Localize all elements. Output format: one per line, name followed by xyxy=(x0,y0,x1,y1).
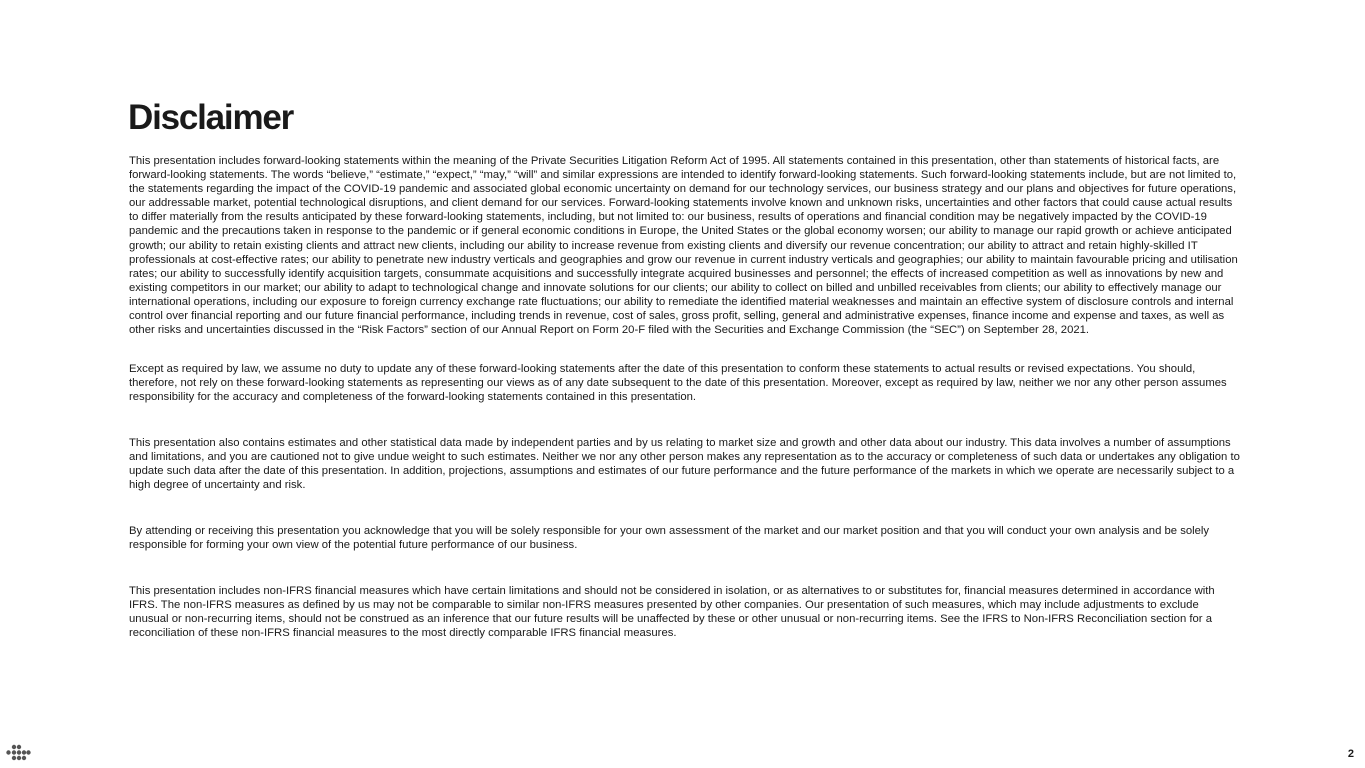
no-duty-to-update-paragraph: Except as required by law, we assume no duty to update any of these forward-looking statements after the date of this presentation to conform these statements to actual results or revised expectations. You should, therefore, not rely on these forward-looking statements as representing our views as of any date subsequent to the date of this presentation. Moreover, except as required by law, neither we nor any other person assumes responsibility for the accuracy and completeness of the forward-looking statements contained in this presentation. xyxy=(129,363,1227,404)
page-number: 2 xyxy=(1347,748,1354,760)
page-title: Disclaimer xyxy=(128,98,294,137)
non-ifrs-measures-paragraph: This presentation includes non-IFRS financial measures which have certain limitations and should not be considered in isolation, or as alternatives to or substitutes for, financial measures determined in accordance with IFRS. The non-IFRS measures as defined by us may not be comparable to similar non-IFRS measures presented by other companies. Our presentation of such measures, which may include adjustments to exclude unusual or non-recurring items, should not be construed as an inference that our future results will be unaffected by these or other unusual or non-recurring items. See the IFRS to Non-IFRS Reconciliation section for a reconciliation of these non-IFRS financial measures to the most directly comparable IFRS financial measures. xyxy=(129,585,1215,640)
forward-looking-statements-paragraph: This presentation includes forward-looking statements within the meaning of the Private Securities Litigation Reform Act of 1995. All statements contained in this presentation, other than statements of historical facts, are forward-looking statements. The words “believe,” “estimate,” “expect,” “may,” “will” and similar expressions are intended to identify forward-looking statements. Such forward-looking statements include, but are not limited to, the statements regarding the impact of the COVID-19 pandemic and associated global economic uncertainty on demand for our technology services, our business strategy and our plans and objectives for future operations, our addressable market, potential technological disruptions, and client demand for our services. Forward-looking statements involve known and unknown risks, uncertainties and other factors that could cause actual results to differ materially from the results anticipated by these forward-looking statements, including, but not limited to: our business, results of operations and financial condition may be negatively impacted by the COVID-19 pandemic and the precautions taken in response to the pandemic or if general economic conditions in Europe, the United States or the global economy worsen; our ability to manage our rapid growth or achieve anticipated growth; our ability to retain existing clients and attract new clients, including our ability to increase revenue from existing clients and diversify our revenue concentration; our ability to attract and retain highly-skilled IT professionals at cost-effective rates; our ability to penetrate new industry verticals and geographies and grow our revenue in current industry verticals and geographies; our ability to maintain favourable pricing and utilisation rates; our ability to successfully identify acquisition targets, consummate acquisitions and successfully integrate acquired businesses and personnel; the effects of increased competition as well as innovations by new and existing competitors in our market; our ability to adapt to technological change and innovate solutions for our clients; our ability to collect on billed and unbilled receivables from clients; our ability to effectively manage our international operations, including our exposure to foreign currency exchange rate fluctuations; our ability to remediate the identified material weaknesses and maintain an effective system of disclosure controls and internal control over financial reporting and our future financial performance, including trends in revenue, cost of sales, gross profit, selling, general and administrative expenses, finance income and expense and taxes, as well as other risks and uncertainties discussed in the “Risk Factors” section of our Annual Report on Form 20-F filed with the Securities and Exchange Commission (the “SEC”) on September 28, 2021. xyxy=(129,155,1238,337)
dotted-logo-icon xyxy=(5,744,31,762)
statistical-data-paragraph: This presentation also contains estimates and other statistical data made by independent parties and by us relating to market size and growth and other data about our industry. This data involves a number of assumptions and limitations, and you are cautioned not to give undue weight to such estimates. Neither we nor any other person makes any representation as to the accuracy or completeness of such data or undertakes any obligation to update such data after the date of this presentation. In addition, projections, assumptions and estimates of our future performance and the future performance of the markets in which we operate are necessarily subject to a high degree of uncertainty and risk. xyxy=(129,437,1240,492)
acknowledgement-paragraph: By attending or receiving this presentation you acknowledge that you will be solely responsible for your own assessment of the market and our market position and that you will conduct your own analysis and be solely responsible for forming your own view of the potential future performance of our business. xyxy=(129,525,1210,552)
